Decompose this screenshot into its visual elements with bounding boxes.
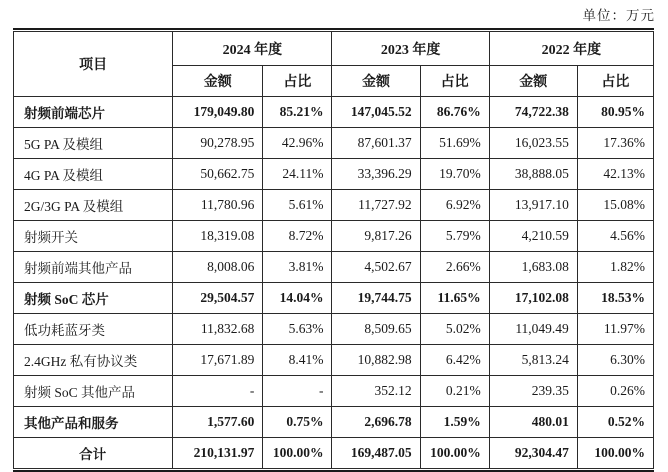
cell-2023-ratio: 51.69% [420, 128, 489, 159]
cell-2024-ratio: 3.81% [263, 252, 332, 283]
cell-2024-ratio: 42.96% [263, 128, 332, 159]
cell-2022-ratio: 6.30% [577, 345, 653, 376]
cell-2024-ratio: 85.21% [263, 97, 332, 128]
cell-2023-amount: 87,601.37 [332, 128, 420, 159]
cell-2022-amount: 480.01 [489, 407, 577, 438]
cell-2022-ratio: 4.56% [577, 221, 653, 252]
cell-2024-amount: - [173, 376, 263, 407]
cell-2024-amount: 1,577.60 [173, 407, 263, 438]
row-item-label: 射频开关 [14, 221, 173, 252]
item-column-header: 项目 [14, 32, 173, 97]
cell-2024-amount: 11,832.68 [173, 314, 263, 345]
unit-label: 单位：万元 [582, 8, 655, 23]
table-row-rf-frontend-chips [14, 97, 654, 128]
year-header-2022: 2022 年度 [489, 32, 653, 66]
cell-2024-amount: 8,008.06 [173, 252, 263, 283]
cell-2024-amount: 210,131.97 [173, 438, 263, 469]
cell-2022-amount: 16,023.55 [489, 128, 577, 159]
cell-2024-ratio: 100.00% [263, 438, 332, 469]
cell-2024-amount: 11,780.96 [173, 190, 263, 221]
amount-header-2023: 金额 [332, 66, 420, 97]
table-row-rf-soc-other [14, 376, 654, 407]
row-item-label: 射频前端芯片 [14, 97, 173, 128]
table-row-4g-pa [14, 159, 654, 190]
cell-2024-ratio: 5.63% [263, 314, 332, 345]
ratio-header-2023: 占比 [420, 66, 489, 97]
cell-2023-ratio: 86.76% [420, 97, 489, 128]
cell-2024-amount: 29,504.57 [173, 283, 263, 314]
cell-2022-amount: 4,210.59 [489, 221, 577, 252]
row-item-label: 射频前端其他产品 [14, 252, 173, 283]
row-item-label: 合计 [14, 438, 173, 469]
table-row-rf-soc-chips [14, 283, 654, 314]
cell-2024-amount: 17,671.89 [173, 345, 263, 376]
cell-2024-ratio: 14.04% [263, 283, 332, 314]
year-header-2023: 2023 年度 [332, 32, 489, 66]
cell-2023-amount: 8,509.65 [332, 314, 420, 345]
cell-2024-ratio: 24.11% [263, 159, 332, 190]
revenue-table-container [13, 28, 654, 472]
row-item-label: 低功耗蓝牙类 [14, 314, 173, 345]
cell-2022-ratio: 100.00% [577, 438, 653, 469]
table-row-5g-pa [14, 128, 654, 159]
table-row-2g3g-pa [14, 190, 654, 221]
cell-2022-amount: 239.35 [489, 376, 577, 407]
cell-2022-amount: 92,304.47 [489, 438, 577, 469]
cell-2022-amount: 38,888.05 [489, 159, 577, 190]
cell-2024-ratio: 8.41% [263, 345, 332, 376]
row-item-label: 2G/3G PA 及模组 [14, 190, 173, 221]
cell-2023-amount: 9,817.26 [332, 221, 420, 252]
cell-2022-amount: 74,722.38 [489, 97, 577, 128]
cell-2023-ratio: 0.21% [420, 376, 489, 407]
cell-2023-amount: 352.12 [332, 376, 420, 407]
year-header-2024: 2024 年度 [173, 32, 332, 66]
cell-2023-ratio: 19.70% [420, 159, 489, 190]
cell-2024-ratio: 0.75% [263, 407, 332, 438]
cell-2024-amount: 50,662.75 [173, 159, 263, 190]
cell-2023-amount: 2,696.78 [332, 407, 420, 438]
table-row-total [14, 438, 654, 469]
row-item-label: 2.4GHz 私有协议类 [14, 345, 173, 376]
cell-2024-ratio: 5.61% [263, 190, 332, 221]
table-row-24ghz-proprietary [14, 345, 654, 376]
amount-header-2024: 金额 [173, 66, 263, 97]
row-item-label: 其他产品和服务 [14, 407, 173, 438]
table-row-ble [14, 314, 654, 345]
cell-2023-ratio: 100.00% [420, 438, 489, 469]
cell-2022-amount: 13,917.10 [489, 190, 577, 221]
cell-2022-ratio: 18.53% [577, 283, 653, 314]
cell-2024-amount: 90,278.95 [173, 128, 263, 159]
cell-2023-ratio: 2.66% [420, 252, 489, 283]
cell-2022-ratio: 42.13% [577, 159, 653, 190]
cell-2024-amount: 18,319.08 [173, 221, 263, 252]
cell-2023-ratio: 5.02% [420, 314, 489, 345]
cell-2022-ratio: 0.26% [577, 376, 653, 407]
header-row-years [14, 32, 654, 66]
ratio-header-2024: 占比 [263, 66, 332, 97]
row-item-label: 射频 SoC 其他产品 [14, 376, 173, 407]
cell-2022-amount: 11,049.49 [489, 314, 577, 345]
table-row-other-products-services [14, 407, 654, 438]
cell-2022-ratio: 11.97% [577, 314, 653, 345]
row-item-label: 射频 SoC 芯片 [14, 283, 173, 314]
cell-2023-ratio: 11.65% [420, 283, 489, 314]
cell-2024-amount: 179,049.80 [173, 97, 263, 128]
cell-2023-amount: 19,744.75 [332, 283, 420, 314]
cell-2023-amount: 11,727.92 [332, 190, 420, 221]
cell-2023-amount: 147,045.52 [332, 97, 420, 128]
amount-header-2022: 金额 [489, 66, 577, 97]
cell-2023-ratio: 6.92% [420, 190, 489, 221]
cell-2022-ratio: 1.82% [577, 252, 653, 283]
cell-2022-amount: 1,683.08 [489, 252, 577, 283]
row-item-label: 4G PA 及模组 [14, 159, 173, 190]
cell-2023-amount: 169,487.05 [332, 438, 420, 469]
cell-2023-ratio: 5.79% [420, 221, 489, 252]
row-item-label: 5G PA 及模组 [14, 128, 173, 159]
cell-2023-ratio: 1.59% [420, 407, 489, 438]
cell-2023-amount: 33,396.29 [332, 159, 420, 190]
cell-2022-amount: 17,102.08 [489, 283, 577, 314]
cell-2022-ratio: 0.52% [577, 407, 653, 438]
cell-2024-ratio: - [263, 376, 332, 407]
cell-2023-amount: 10,882.98 [332, 345, 420, 376]
ratio-header-2022: 占比 [577, 66, 653, 97]
cell-2022-ratio: 80.95% [577, 97, 653, 128]
cell-2022-ratio: 17.36% [577, 128, 653, 159]
revenue-breakdown-table [13, 31, 654, 469]
cell-2022-ratio: 15.08% [577, 190, 653, 221]
table-row-rf-switch [14, 221, 654, 252]
cell-2023-ratio: 6.42% [420, 345, 489, 376]
cell-2023-amount: 4,502.67 [332, 252, 420, 283]
table-row-rf-frontend-other [14, 252, 654, 283]
cell-2022-amount: 5,813.24 [489, 345, 577, 376]
cell-2024-ratio: 8.72% [263, 221, 332, 252]
